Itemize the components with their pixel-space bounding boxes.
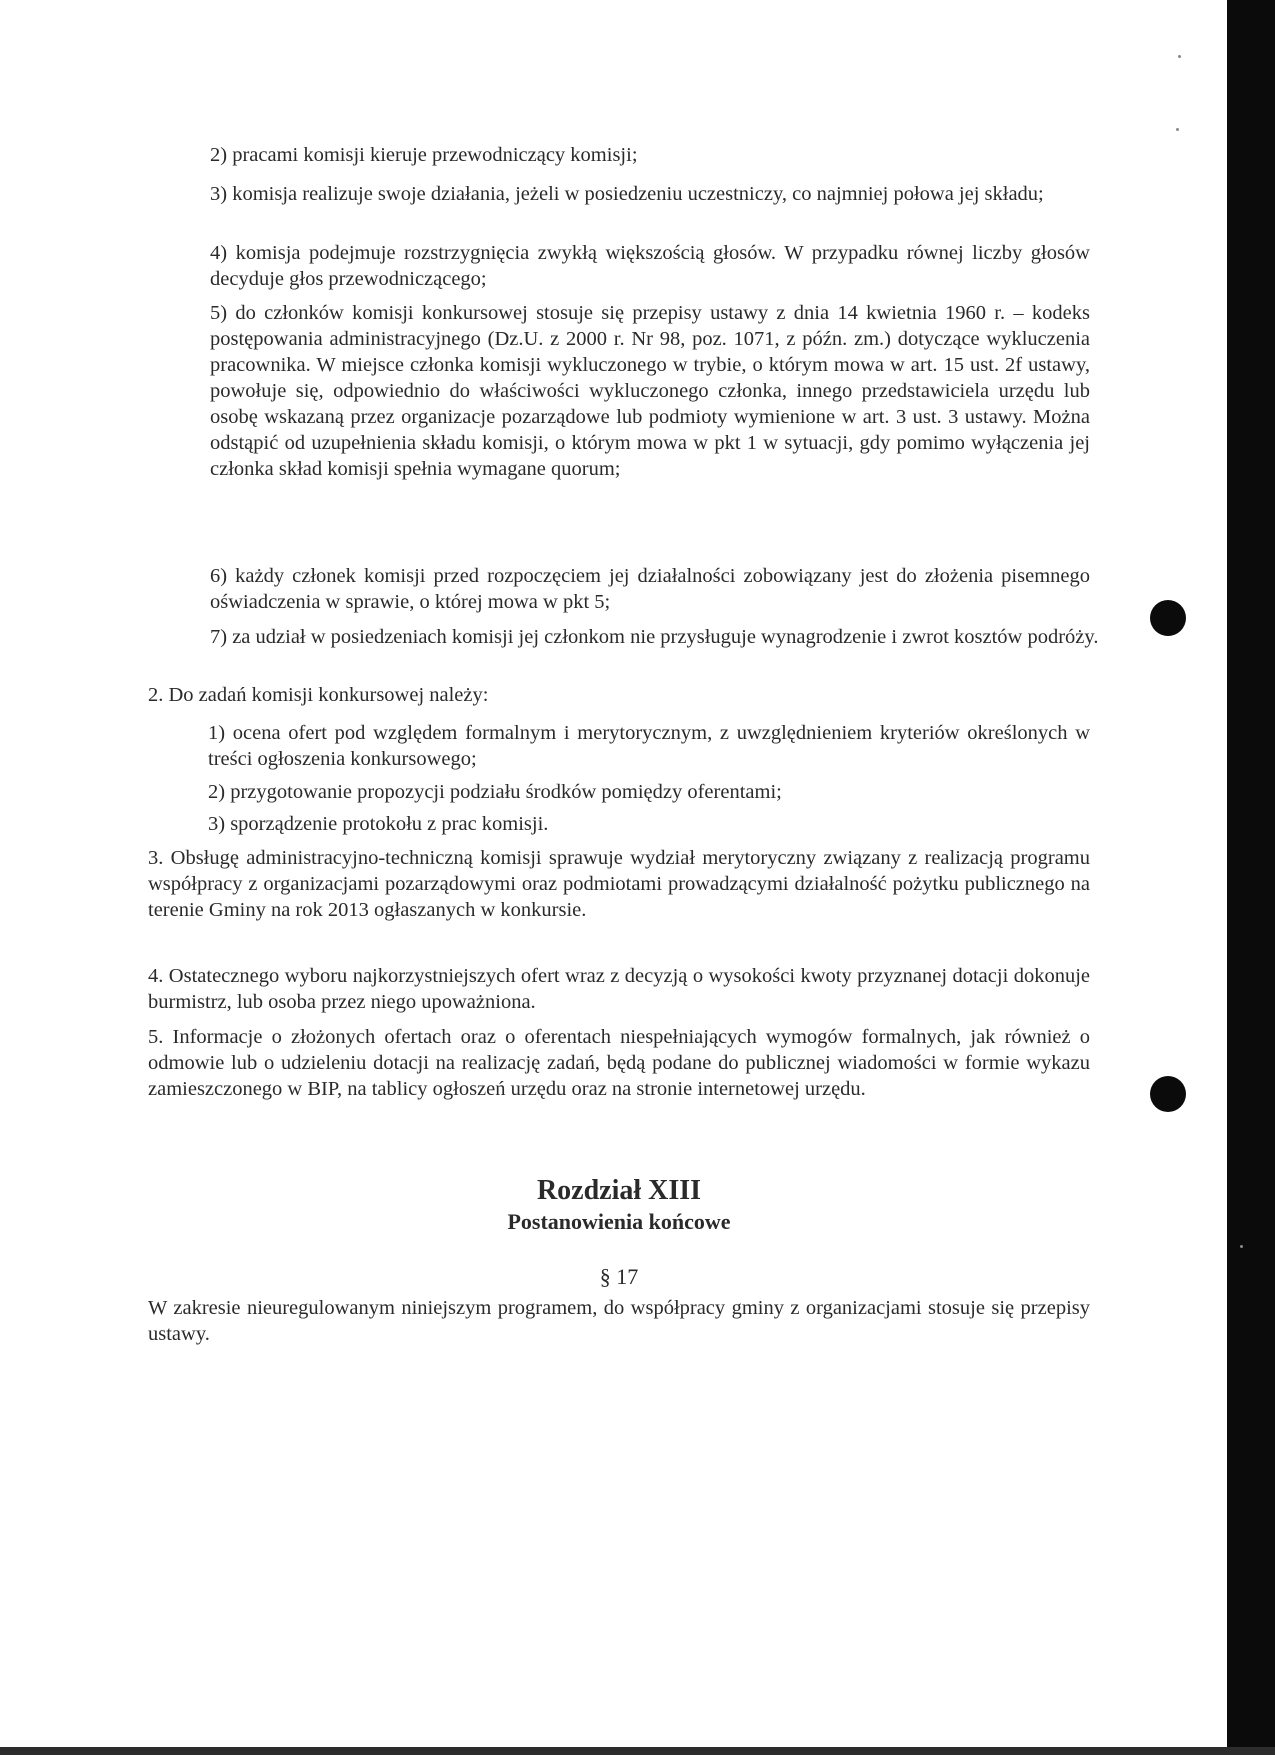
section-2-item-2: 2) przygotowanie propozycji podziału środków pomiędzy oferentami; (208, 781, 782, 803)
section-2-heading: 2. Do zadań komisji konkursowej należy: (148, 684, 489, 706)
punch-hole-top (1150, 600, 1186, 636)
scan-speck (1178, 55, 1181, 58)
list-item-2: 2) pracami komisji kieruje przewodniczący komisji; (210, 144, 638, 166)
scan-speck (1240, 1245, 1243, 1248)
section-5: 5. Informacje o złożonych ofertach oraz o oferentach niespełniających wymogów formalnych, jak również o odmowie lub o udzieleniu dotacji na realizację zadań, będą podane do publicznej wiadomości w formie wykazu zamieszczonego w BIP, na tablicy ogłoszeń urzędu oraz na stronie internetowej urzędu. (148, 1026, 1090, 1100)
list-item-6: 6) każdy członek komisji przed rozpoczęciem jej działalności zobowiązany jest do złożenia pisemnego oświadczenia w sprawie, o której mowa w pkt 5; (210, 565, 1090, 613)
scan-bottom-edge (0, 1747, 1275, 1755)
paragraph-17-mark: § 17 (599, 1264, 639, 1289)
chapter-title: Rozdział XIII (536, 1175, 702, 1206)
scan-right-edge (1227, 0, 1275, 1755)
section-4: 4. Ostatecznego wyboru najkorzystniejszych ofert wraz z decyzją o wysokości kwoty przyznanej dotacji dokonuje burmistrz, lub osoba przez niego upoważniona. (148, 965, 1090, 1013)
chapter-subtitle: Postanowienia końcowe (507, 1209, 731, 1234)
list-item-4: 4) komisja podejmuje rozstrzygnięcia zwykłą większością głosów. W przypadku równej liczby głosów decyduje głos przewodniczącego; (210, 242, 1090, 290)
scan-speck (1176, 128, 1179, 131)
list-item-3: 3) komisja realizuje swoje działania, jeżeli w posiedzeniu uczestniczy, co najmniej połowa jej składu; (210, 183, 1044, 205)
list-item-7: 7) za udział w posiedzeniach komisji jej członkom nie przysługuje wynagrodzenie i zwrot kosztów podróży. (210, 626, 1099, 648)
list-item-5: 5) do członków komisji konkursowej stosuje się przepisy ustawy z dnia 14 kwietnia 1960 r. – kodeks postępowania administracyjnego (Dz.U. z 2000 r. Nr 98, poz. 1071, z późn. zm.) dotyczące wykluczenia pracownika. W miejsce członka komisji wykluczonego w trybie, o którym mowa w art. 15 ust. 2f ustawy, powołuje się, odpowiednio do właściwości wykluczonego członka, innego przedstawiciela urzędu lub osobę wskazaną przez organizacje pozarządowe lub podmioty wymienione w art. 3 ust. 3 ustawy. Można odstąpić od uzupełnienia składu komisji, o którym mowa w pkt 1 w sytuacji, gdy pomimo wyłączenia jej członka skład komisji spełnia wymagane quorum; (210, 302, 1090, 480)
paragraph-17-text: W zakresie nieuregulowanym niniejszym programem, do współpracy gminy z organizacjami stosuje się przepisy ustawy. (148, 1297, 1090, 1345)
section-2-item-1: 1) ocena ofert pod względem formalnym i merytorycznym, z uwzględnieniem kryteriów określonych w treści ogłoszenia konkursowego; (208, 722, 1090, 770)
section-2-item-3: 3) sporządzenie protokołu z prac komisji. (208, 813, 549, 835)
punch-hole-bottom (1150, 1076, 1186, 1112)
section-3: 3. Obsługę administracyjno-techniczną komisji sprawuje wydział merytoryczny związany z realizacją programu współpracy z organizacjami pozarządowymi oraz podmiotami prowadzącymi działalność pożytku publicznego na terenie Gminy na rok 2013 ogłaszanych w konkursie. (148, 847, 1090, 921)
